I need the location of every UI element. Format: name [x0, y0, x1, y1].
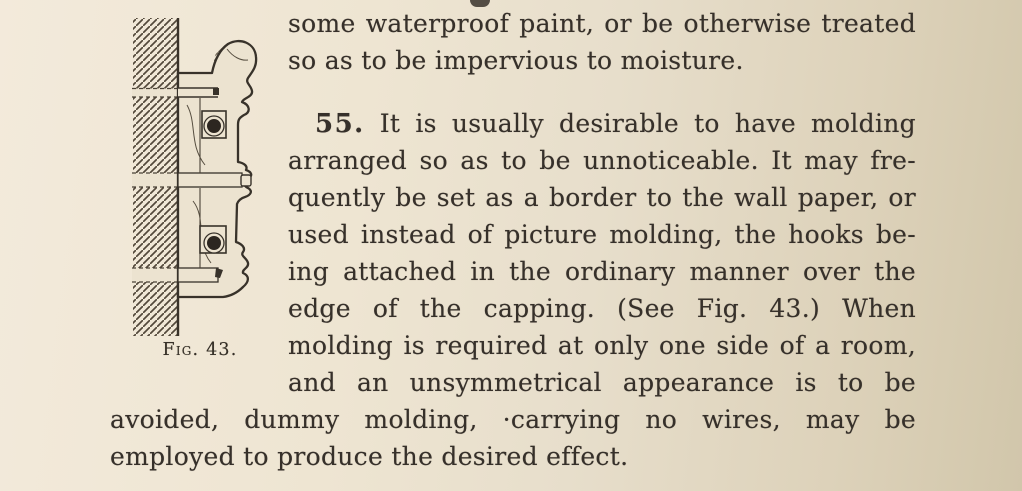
paragraph-55 — [288, 105, 916, 401]
text-line: edge of the capping. (See Fig. 43.) When — [288, 294, 916, 323]
text-line: so as to be impervious to moisture. — [288, 46, 744, 75]
text-line: used instead of picture molding, the hooks be- — [288, 220, 916, 249]
text-block — [110, 5, 916, 475]
paragraph-number: 55. — [315, 109, 365, 139]
text-line: and an unsymmetrical appearance is to be — [288, 368, 916, 397]
text-line: arranged so as to be unnoticeable. It may fre- — [288, 146, 916, 175]
text-line: molding is required at only one side of a room, — [288, 331, 916, 360]
text-line — [288, 105, 916, 142]
text-line: quently be set as a border to the wall paper, or — [288, 183, 916, 212]
text-line: avoided, dummy molding, ·carrying no wires, may be — [110, 405, 916, 434]
text-line-content: It is usually desirable to have molding — [379, 109, 916, 138]
text-line: some waterproof paint, or be otherwise treated — [288, 9, 916, 38]
figure-caption: Fig. 43. — [162, 340, 238, 360]
text-line: ing attached in the ordinary manner over the — [288, 257, 916, 286]
paragraph-55-full-width — [110, 401, 916, 475]
text-line: employed to produce the desired effect. — [110, 442, 629, 471]
paragraph-54-end — [288, 5, 916, 79]
